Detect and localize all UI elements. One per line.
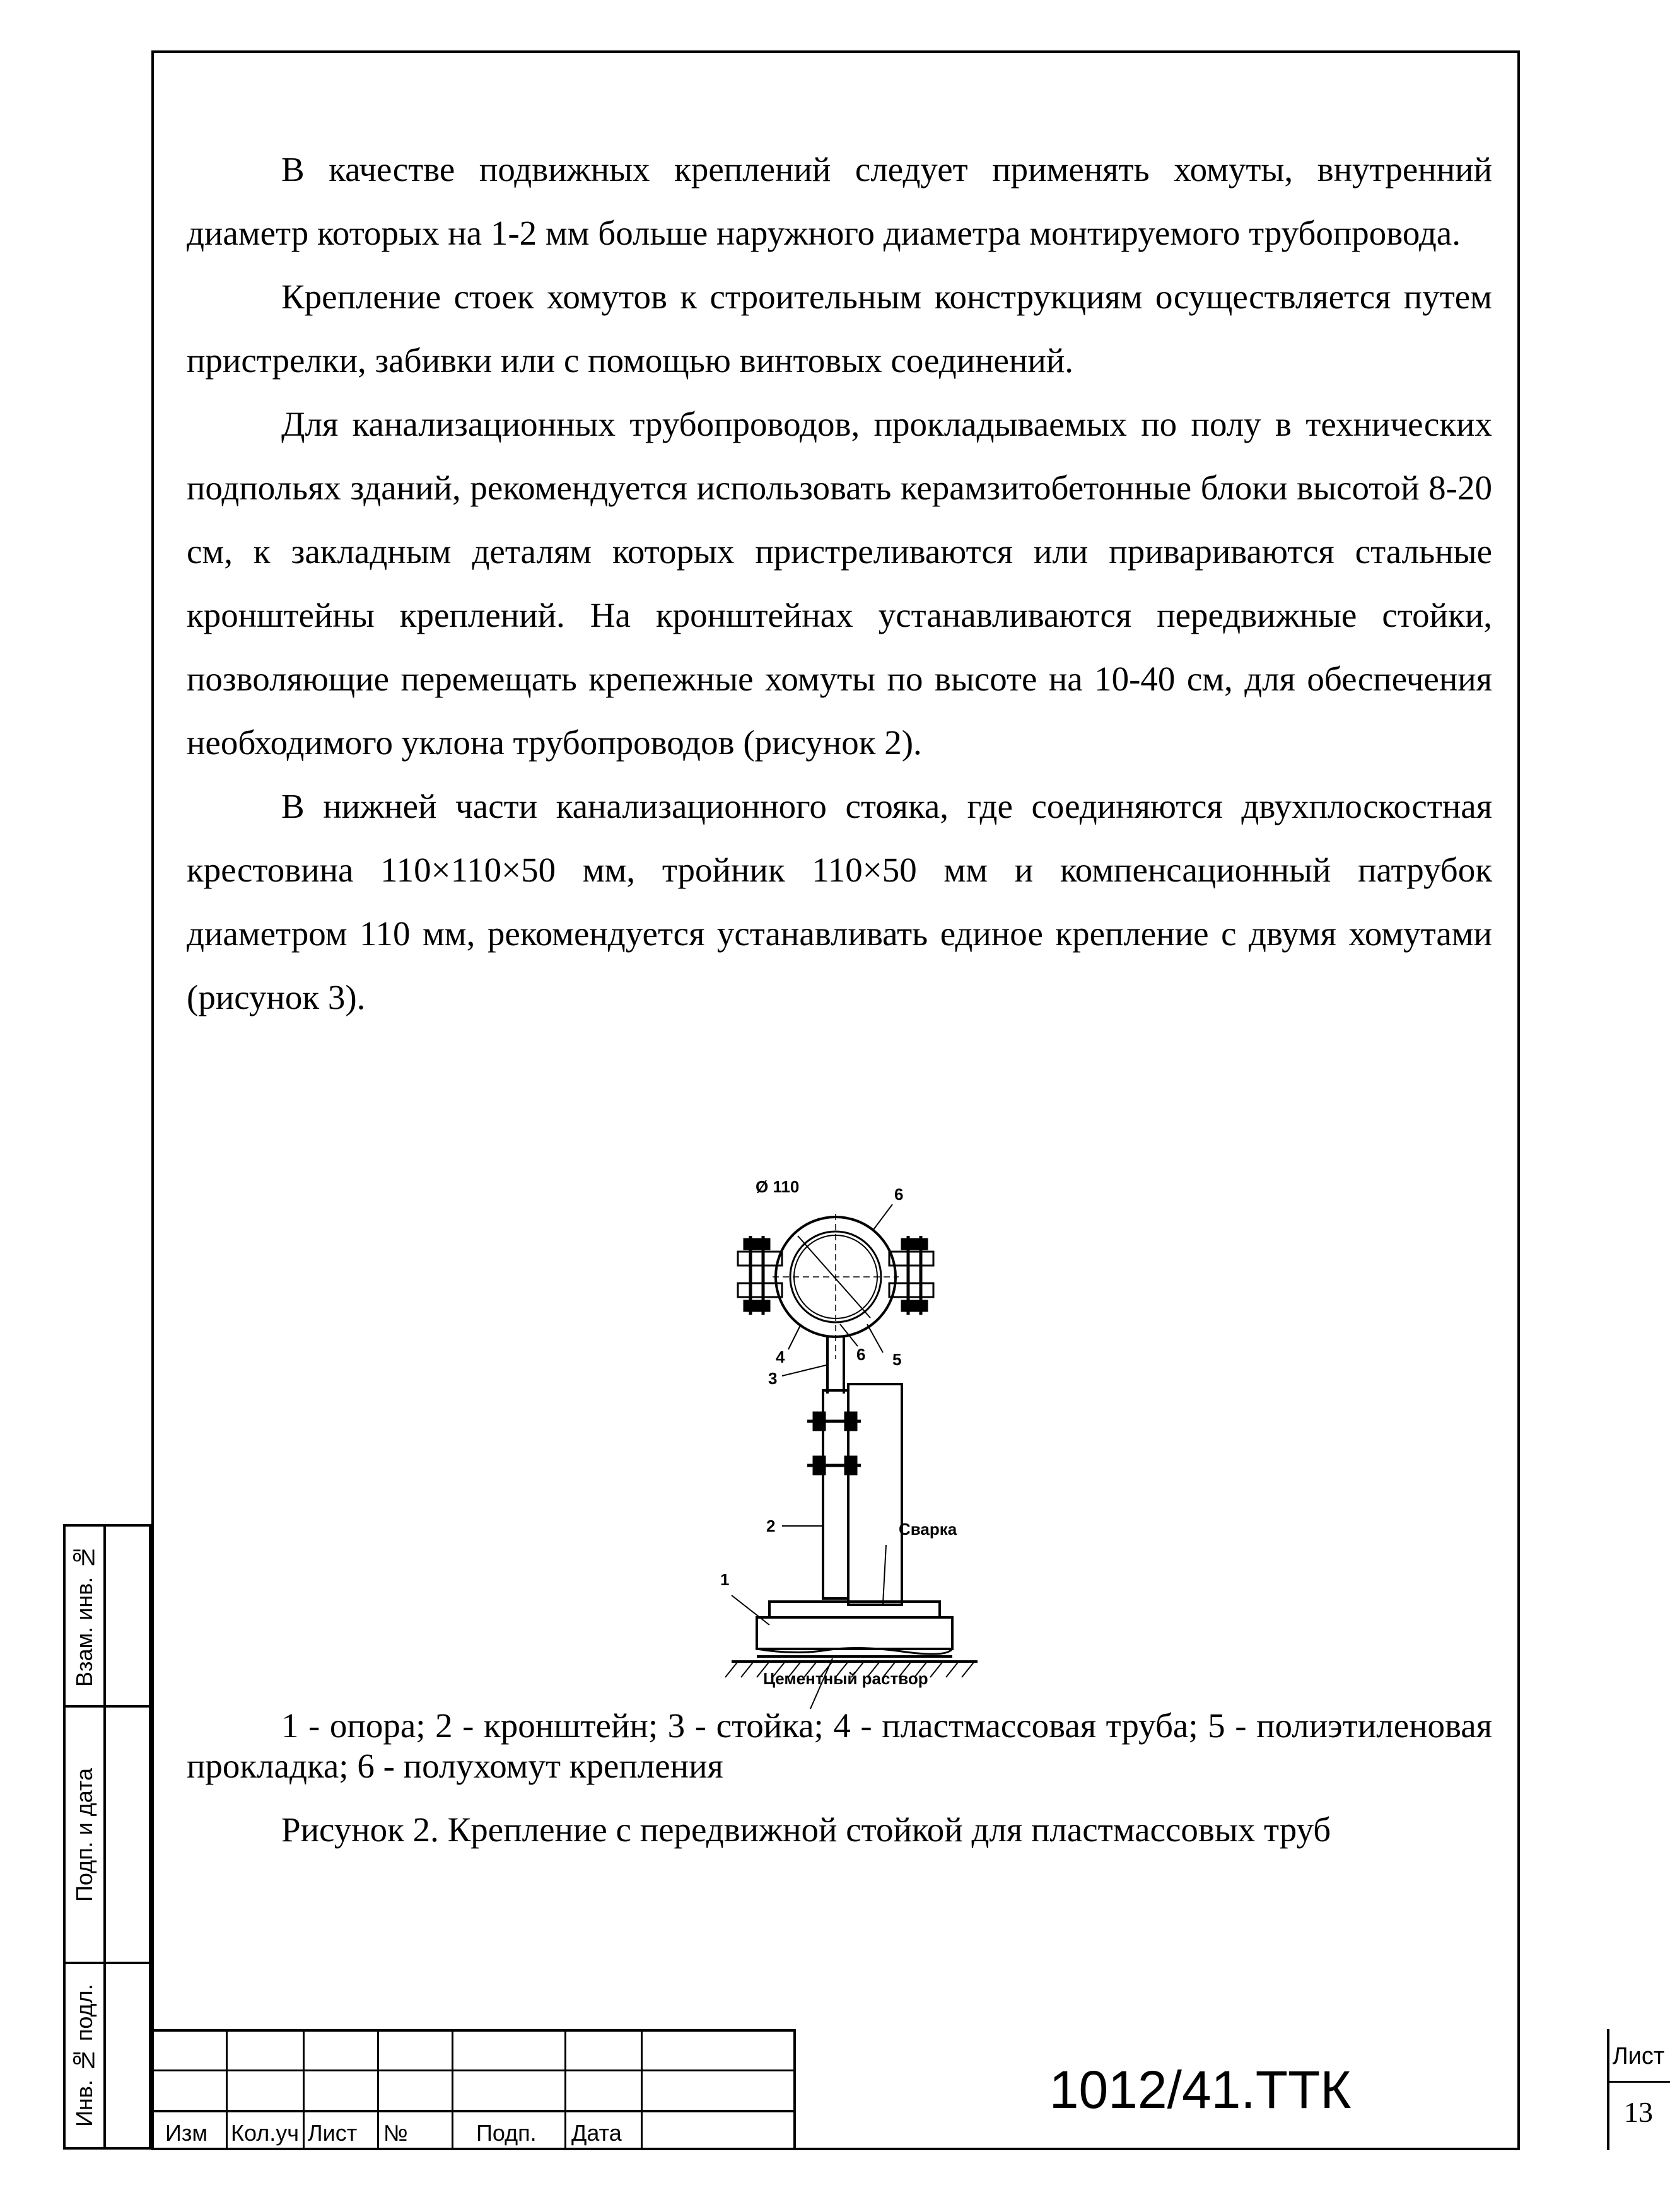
- title-block: [151, 2029, 1665, 2150]
- paragraph-4: В нижней части канализационного стояка, где соединяются двухплоскостная крестовина 110×110×50 мм, тройник 110×50 мм и компенсационный патрубок диаметром 110 мм, рекомендуется устанавливать единое крепление с двумя хомутами (рисунок 3).: [187, 787, 1492, 1016]
- side-strip: [63, 1524, 151, 2150]
- stamp-col-count: Кол.уч: [231, 2120, 299, 2146]
- callout-3: 3: [768, 1369, 778, 1388]
- callout-6-bottom: 6: [856, 1345, 866, 1364]
- diameter-label: Ø 110: [756, 1177, 800, 1196]
- support-block: [757, 1617, 952, 1649]
- left-ear-top: [738, 1252, 782, 1266]
- stamp-col-change: Изм: [165, 2120, 208, 2146]
- callout-2: 2: [766, 1516, 776, 1535]
- side-cell-signature: [63, 1705, 151, 1962]
- figure-caption: Рисунок 2. Крепление с передвижной стойкой для пластмассовых труб: [281, 1810, 1331, 1849]
- side-label-inventory: Инв. № подл.: [71, 1984, 97, 2128]
- side-label-signature: Подп. и дата: [71, 1767, 97, 1902]
- right-ear-top: [889, 1252, 933, 1266]
- callout-5: 5: [892, 1350, 902, 1369]
- paragraph-3: Для канализационных трубопроводов, прокладываемых по полу в технических подпольях зданий, рекомендуется использовать керамзитобетонные блоки высотой 8-20 см, к закладным деталям которых пристреливаются или привариваются стальные кронштейны креплений. На кронштейнах устанавливаются передвижные стойки, позволяющие перемещать крепежные хомуты по высоте на 10-40 см, для обеспечения необходимого уклона трубопроводов (рисунок 2).: [187, 405, 1492, 762]
- paragraph-2: Крепление стоек хомутов к строительным конструкциям осуществляется путем пристрелки, забивки или с помощью винтовых соединений.: [187, 277, 1492, 380]
- figure-2-drawing: [694, 1176, 1047, 1693]
- stamp-col-sheet: Лист: [308, 2120, 358, 2146]
- sheet-label: Лист: [1612, 2043, 1665, 2069]
- side-cell-inventory: [63, 1962, 151, 2150]
- callout-1: 1: [720, 1570, 730, 1589]
- stamp-col-docnum: №: [383, 2120, 408, 2146]
- side-cell-replacement: [63, 1524, 151, 1705]
- legend-text: 1 - опора; 2 - кронштейн; 3 - стойка; 4 - пластмассовая труба; 5 - полиэтиленовая прокладка; 6 - полухомут крепления: [187, 1706, 1492, 1785]
- weld-label: Сварка: [899, 1520, 957, 1539]
- body-text: [187, 137, 1492, 1029]
- stamp-col-sign: Подп.: [476, 2120, 537, 2146]
- paragraph-1: В качестве подвижных креплений следует применять хомуты, внутренний диаметр которых на 1-2 мм больше наружного диаметра монтируемого трубопровода.: [187, 150, 1492, 252]
- figure-legend: [187, 1706, 1492, 1786]
- mortar-label: Цементный раствор: [763, 1669, 928, 1688]
- callout-6-top: 6: [894, 1185, 904, 1204]
- stamp-col-date: Дата: [571, 2120, 622, 2146]
- callout-4: 4: [776, 1348, 785, 1366]
- sheet-number: 13: [1624, 2096, 1653, 2128]
- side-label-replacement: Взам. инв. №: [71, 1544, 97, 1687]
- document-code: 1012/41.ТТК: [1049, 2059, 1352, 2119]
